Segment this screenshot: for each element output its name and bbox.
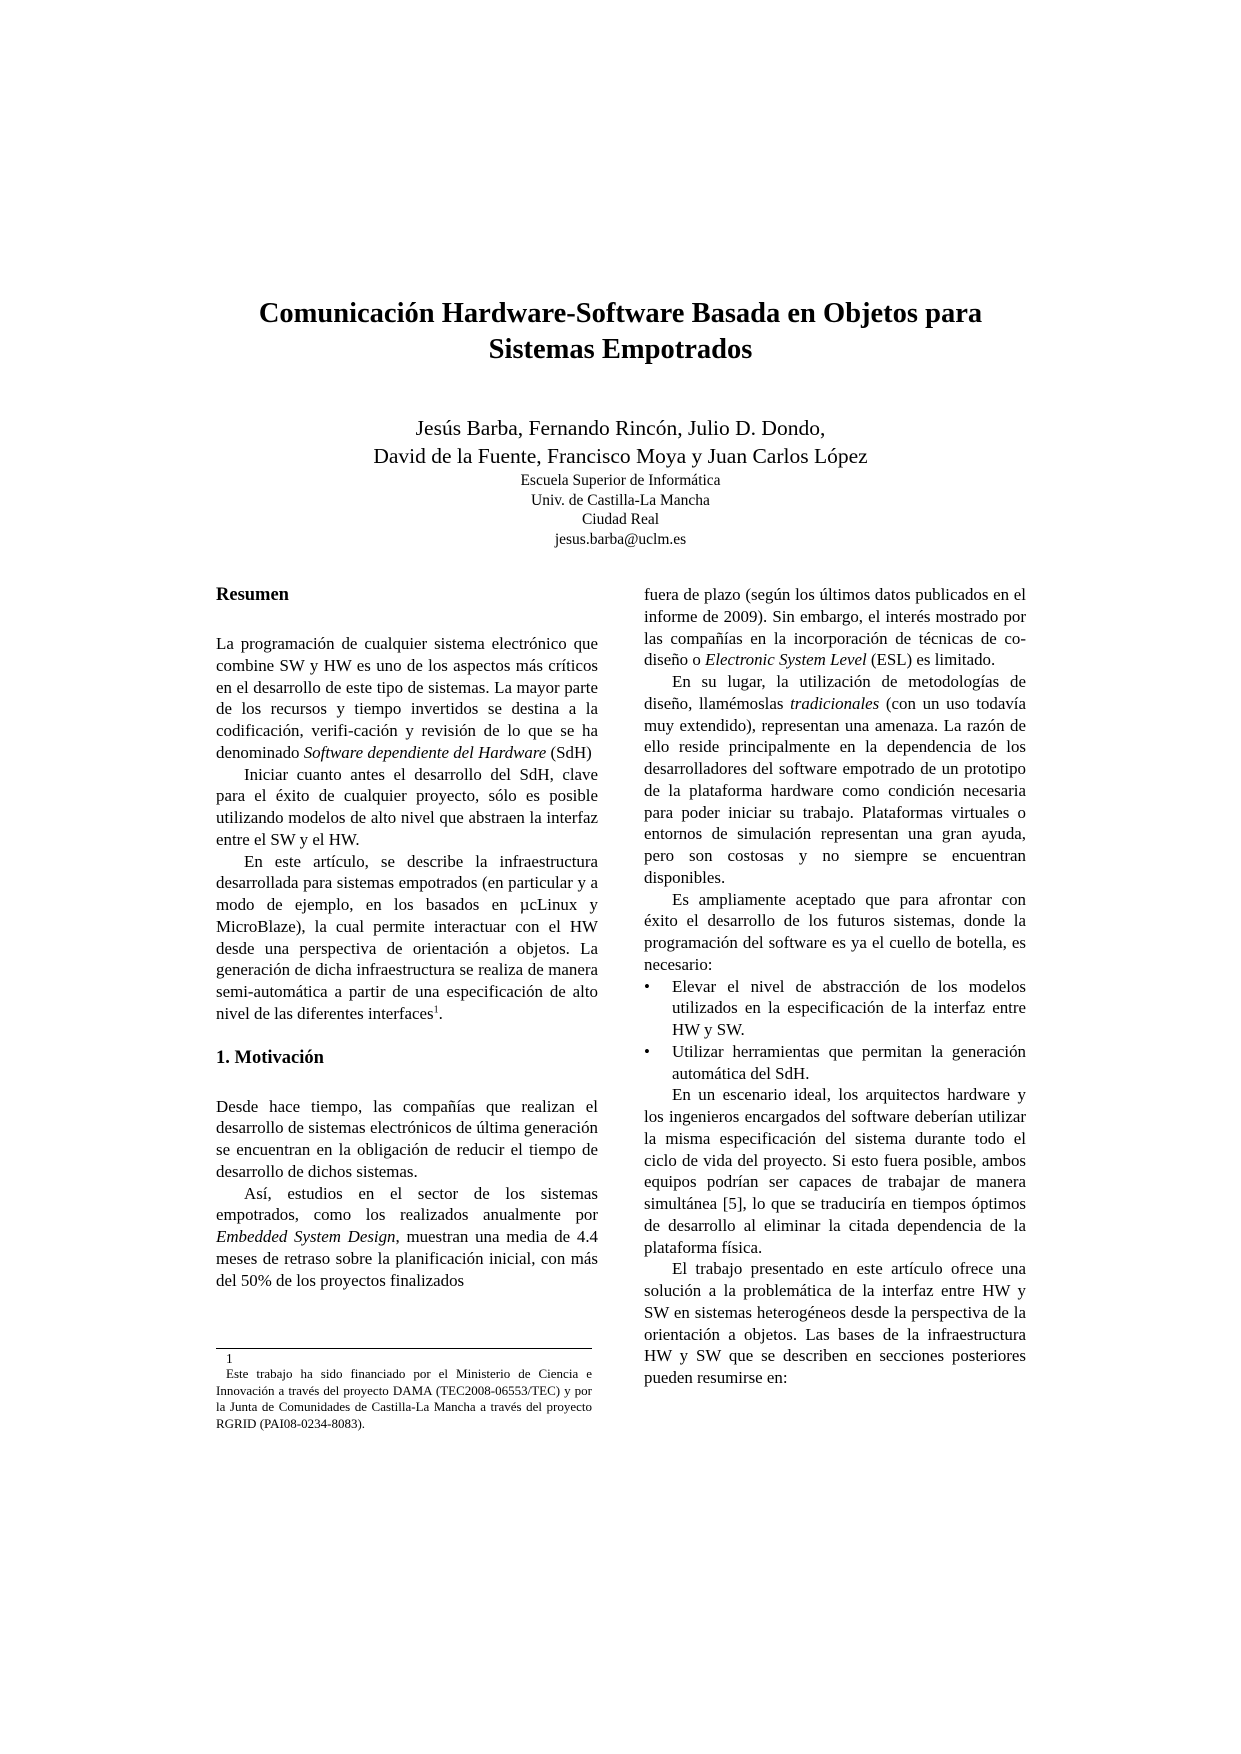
abstract-paragraph-3 [216, 851, 598, 1025]
right-p2-text: En su lugar, la utilización de metodologías de diseño, llamémoslas [644, 672, 1026, 713]
authors [150, 414, 1091, 470]
footnote [216, 1352, 592, 1432]
affiliation-city: Ciudad Real [581, 511, 660, 528]
right-paragraph-4: En un escenario ideal, los arquitectos hardware y los ingenieros encargados del software deberían utilizar la misma especificación del sistema durante todo el ciclo de vida del proyecto. Si esto fuera posible, ambos equipos podrían ser capaces de trabajar de manera simultánea [5], lo que se traduciría en tiempos óptimos de desarrollo al eliminar la citada dependencia de la plataforma física. [644, 1085, 1026, 1257]
right-p2-end: (con un uso todavía muy extendido), representan una amenaza. La razón de ello reside principalmente en la dependencia de los desarrolladores del software empotrado de un prototipo de la plataforma hardware como condición necesaria para poder iniciar su trabajo. Plataformas virtuales o entornos de simulación representan una gran ayuda, pero son costosas y no siempre se encuentran disponibles. [644, 693, 1026, 887]
bullet-icon: • [644, 1041, 650, 1061]
right-paragraph-1 [644, 584, 1026, 671]
affiliation-university: Univ. de Castilla-La Mancha [531, 491, 710, 509]
right-paragraph-2 [644, 671, 1026, 889]
abstract-p3-text: En este artículo, se describe la infraestructura desarrollada para sistemas empotrados (en particular y a modo de ejemplo, en los basados en µcLinux y MicroBlaze), la cual permite interactuar con el HW desde una perspectiva de orientación a objetos. La generación de dicha infraestructura se realiza de manera semi-automática a partir de una especificación de alto nivel de las diferentes interfaces [216, 851, 598, 1023]
title-line-2: Sistemas Empotrados [488, 334, 753, 365]
authors-line-2: David de la Fuente, Francisco Moya y Juan Carlos López [373, 444, 868, 468]
abstract-paragraph-2: Iniciar cuanto antes el desarrollo del SdH, clave para el éxito de cualquier proyecto, sólo es posible utilizando modelos de alto nivel que abstraen la interfaz entre el SW y el HW. [216, 764, 598, 849]
title-line-1: Comunicación Hardware-Software Basada en Objetos para [258, 298, 983, 329]
section-1-paragraph-2 [216, 1183, 598, 1292]
list-item-text: Utilizar herramientas que permitan la generación automática del SdH. [672, 1041, 1026, 1083]
list-item [644, 1041, 1026, 1085]
list-item [644, 976, 1026, 1041]
section-1-p2-end: , muestran una media de 4.4 meses de retraso sobre la planificación inicial, con más del 50% de los proyectos finalizados [216, 1227, 598, 1290]
right-p1-text: fuera de plazo (según los últimos datos publicados en el informe de 2009). Sin embargo, el interés mostrado por las compañías en la incorporación de técnicas de co-diseño o [644, 585, 1026, 670]
abstract-p1-end: (SdH) [546, 742, 592, 762]
right-p2-italic: tradicionales [790, 693, 880, 713]
section-1-paragraph-1: Desde hace tiempo, las compañías que realizan el desarrollo de sistemas electrónicos de última generación se encuentran en la obligación de reducir el tiempo de desarrollo de dichos sistemas. [216, 1096, 598, 1181]
abstract-heading: Resumen [216, 585, 289, 605]
affiliation-school: Escuela Superior de Informática [520, 472, 721, 489]
right-paragraph-3: Es ampliamente aceptado que para afrontar con éxito el desarrollo de los futuros sistemas, donde la programación del software es ya el cuello de botella, es necesario: [644, 889, 1026, 974]
paper-title [150, 296, 1091, 368]
footnote-rule [216, 1348, 592, 1349]
left-column [216, 584, 598, 1291]
section-1-p2-italic: Embedded System Design [216, 1227, 396, 1246]
list-item-text: Elevar el nivel de abstracción de los modelos utilizados en la especificación de la interfaz entre HW y SW. [672, 976, 1026, 1039]
affiliation [150, 471, 1091, 549]
abstract-p1-text: La programación de cualquier sistema electrónico que combine SW y HW es uno de los aspectos más críticos en el desarrollo de este tipo de sistemas. La mayor parte de los recursos y tiempo invertidos se destina a la codificación, verifi-cación y revisión de lo que se ha denominado [216, 634, 598, 762]
abstract-paragraph-1 [216, 633, 598, 764]
right-column [644, 584, 1026, 1389]
bullet-icon: • [644, 976, 650, 996]
right-paragraph-5: El trabajo presentado en este artículo ofrece una solución a la problemática de la interfaz entre HW y SW en sistemas heterogéneos desde la perspectiva de la orientación a objetos. Las bases de la infraestructura HW y SW que se describen en secciones posteriores pueden resumirse en: [644, 1259, 1026, 1387]
abstract-p3-end: . [438, 1003, 443, 1023]
affiliation-email: jesus.barba@uclm.es [554, 530, 687, 548]
footnote-ref: 1 [433, 1004, 439, 1016]
footnote-text: Este trabajo ha sido financiado por el Ministerio de Ciencia e Innovación a través del proyecto DAMA (TEC2008-06553/TEC) y por la Junta de Comunidades de Castilla-La Mancha a través del proyecto RGRID (PAI08-0234-8083). [216, 1366, 592, 1431]
abstract-p1-italic: Software dependiente del Hardware [303, 742, 547, 762]
section-1-heading: 1. Motivación [216, 1047, 324, 1068]
requirements-list [644, 976, 1026, 1085]
authors-line-1: Jesús Barba, Fernando Rincón, Julio D. Dondo, [415, 416, 826, 440]
footnote-mark: 1 [226, 1351, 233, 1366]
right-p1-italic: Electronic System Level [705, 650, 867, 670]
right-p1-end: (ESL) es limitado. [866, 650, 996, 670]
section-1-p2-text: Así, estudios en el sector de los sistemas empotrados, como los realizados anualmente por [216, 1183, 598, 1225]
